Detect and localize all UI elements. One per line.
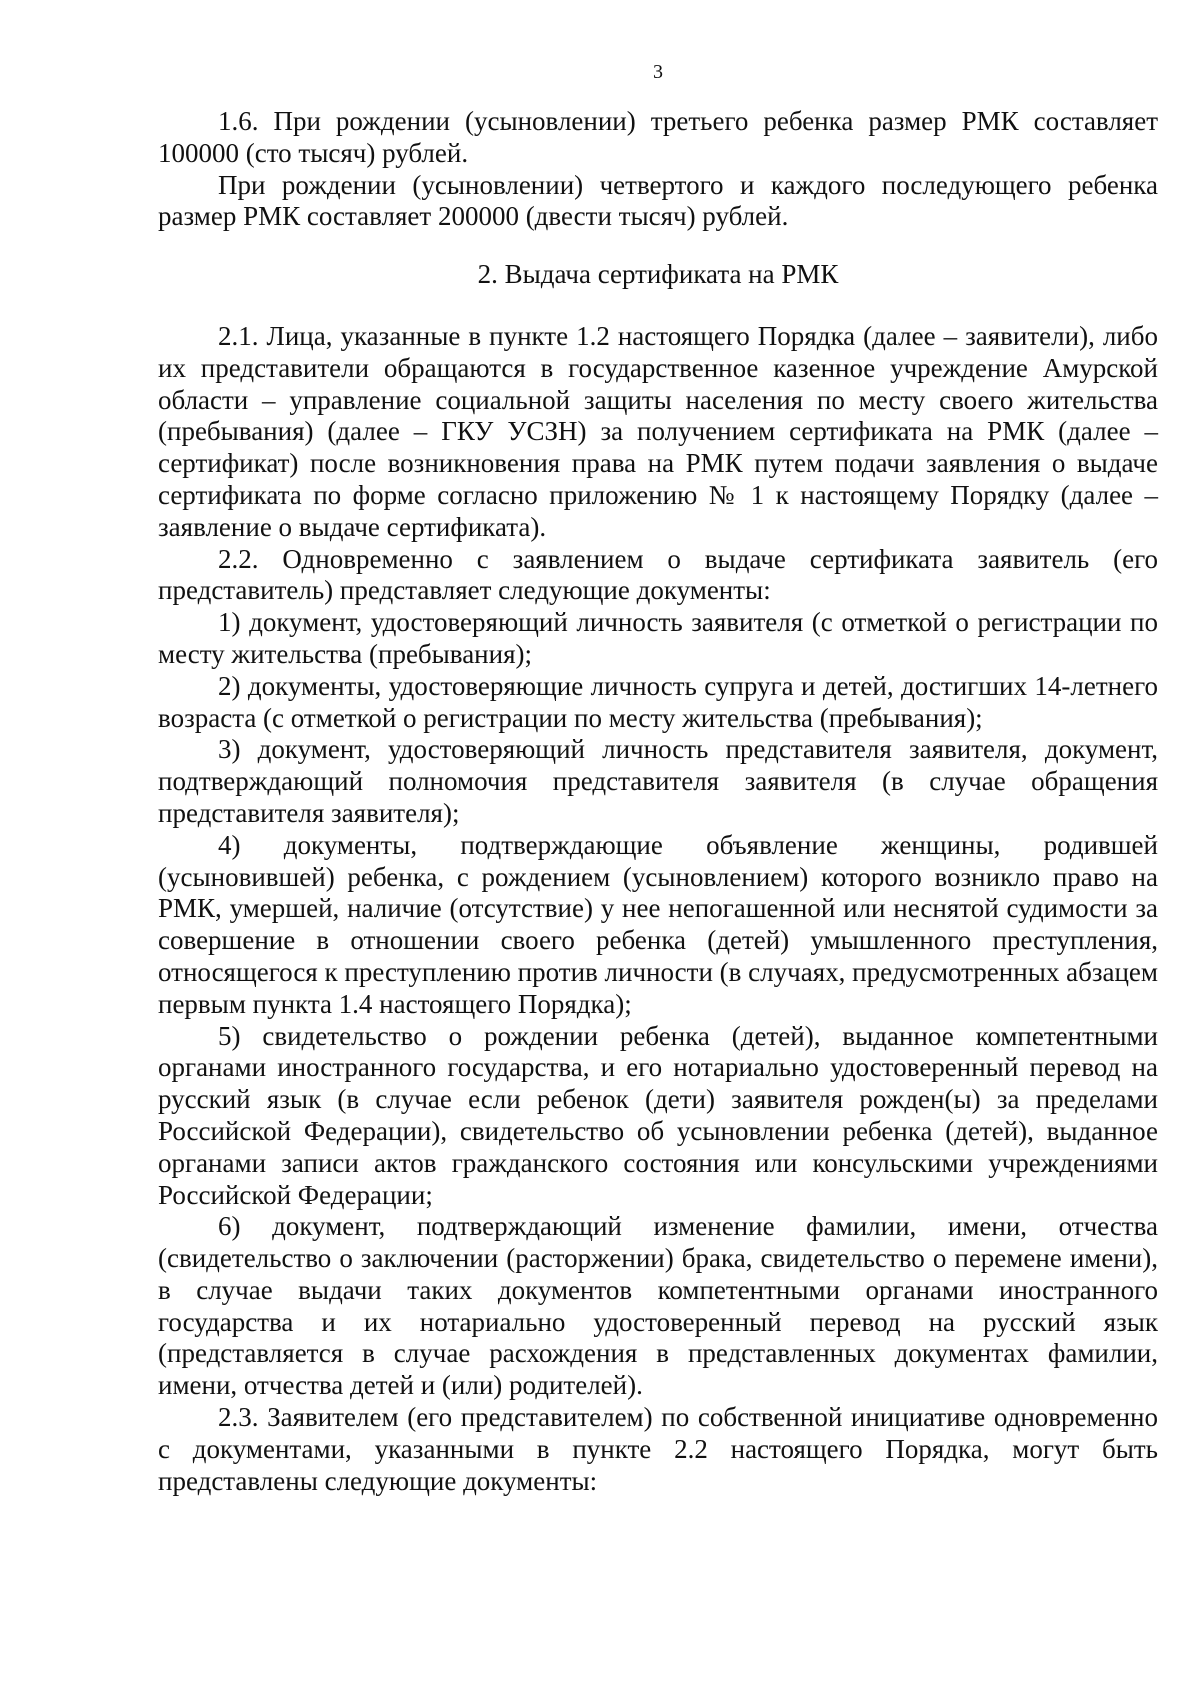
page-number: 3 <box>653 61 663 83</box>
paragraph-2-2: 2.2. Одновременно с заявлением о выдаче сертификата заявитель (его представитель) представляет следующие документы: <box>158 543 1158 606</box>
section-title: 2. Выдача сертификата на РМК <box>477 259 839 290</box>
paragraph-2-3: 2.3. Заявителем (его представителем) по собственной инициативе одновременно с документами, указанными в пункте 2.2 настоящего Порядка, могут быть представлены следующие документы: <box>158 1402 1158 1496</box>
paragraph-1-6: 1.6. При рождении (усыновлении) третьего ребенка размер РМК составляет 100000 (сто тысяч) рублей. <box>158 106 1158 168</box>
list-item-4: 4) документы, подтверждающие объявление женщины, родившей (усыновившей) ребенка, с рождением (усыновлением) которого возникло право на РМК, умершей, наличие (отсутствие) у нее непогашенной или неснятой судимости за совершение в отношении своего ребенка (детей) умышленного преступления, относящегося к преступлению против личности (в случаях, предусмотренных абзацем первым пункта 1.4 настоящего Порядка); <box>158 829 1158 1019</box>
list-item-3: 3) документ, удостоверяющий личность представителя заявителя, документ, подтверждающий полномочия представителя заявителя (в случае обращения представителя заявителя); <box>158 734 1158 828</box>
paragraph-1-6-continued: При рождении (усыновлении) четвертого и каждого последующего ребенка размер РМК составляет 200000 (двести тысяч) рублей. <box>158 169 1158 232</box>
list-item-6: 6) документ, подтверждающий изменение фамилии, имени, отчества (свидетельство о заключении (расторжении) брака, свидетельство о перемене имени), в случае выдачи таких документов компетентными органами иностранного государства и их нотариально удостоверенный перевод на русский язык (представляется в случае расхождения в представленных документах фамилии, имени, отчества детей и (или) родителей). <box>158 1211 1158 1401</box>
list-item-5: 5) свидетельство о рождении ребенка (детей), выданное компетентными органами иностранного государства, и его нотариально удостоверенный перевод на русский язык (в случае если ребенок (дети) заявителя рожден(ы) за пределами Российской Федерации), свидетельство об усыновлении ребенка (детей), выданное органами записи актов гражданского состояния или консульскими учреждениями Российской Федерации; <box>158 1020 1158 1210</box>
document-page <box>158 60 1158 1497</box>
paragraph-2-1: 2.1. Лица, указанные в пункте 1.2 настоящего Порядка (далее – заявители), либо их представители обращаются в государственное казенное учреждение Амурской области – управление социальной защиты населения по месту своего жительства (пребывания) (далее – ГКУ УСЗН) за получением сертификата на РМК (далее – сертификат) после возникновения права на РМК путем подачи заявления о выдаче сертификата по форме согласно приложению № 1 к настоящему Порядку (далее – заявление о выдаче сертификата). <box>158 320 1158 542</box>
list-item-2: 2) документы, удостоверяющие личность супруга и детей, достигших 14-летнего возраста (с отметкой о регистрации по месту жительства (пребывания); <box>158 670 1158 733</box>
list-item-1: 1) документ, удостоверяющий личность заявителя (с отметкой о регистрации по месту жительства (пребывания); <box>158 607 1158 669</box>
